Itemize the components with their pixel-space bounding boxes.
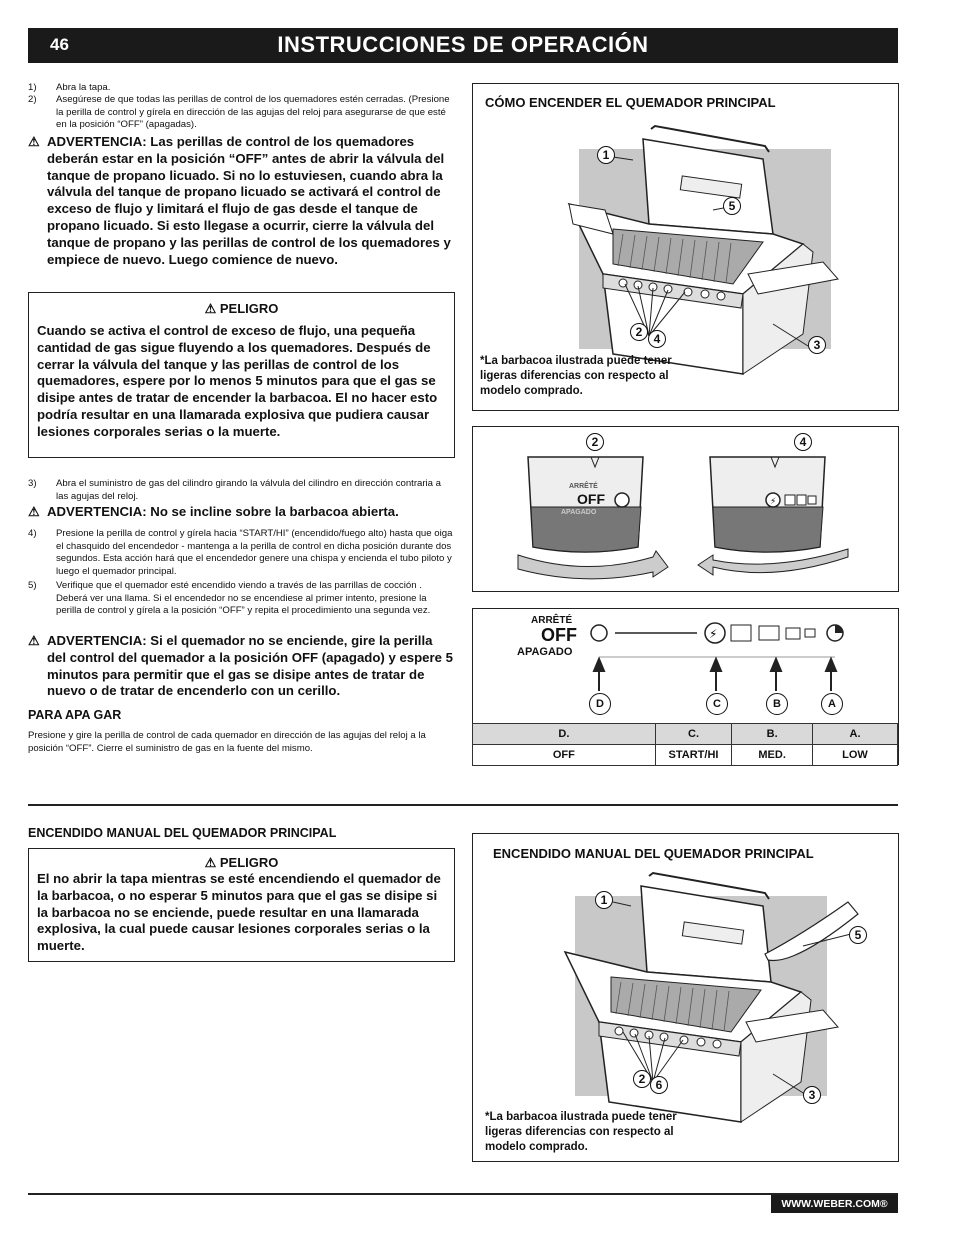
- knob-illustration: [473, 427, 898, 591]
- step-3: 3) Abra el suministro de gas del cilindro girando la válvula del cilindro en dirección contraria a las agujas del reloj.: [28, 478, 442, 502]
- callout-2: 2: [630, 323, 648, 341]
- figure-caption: ENCENDIDO MANUAL DEL QUEMADOR PRINCIPAL: [493, 846, 814, 861]
- warning-triangle-icon: ⚠: [28, 504, 40, 519]
- danger-box-2: [28, 848, 455, 962]
- warning-excess-flow: ⚠ ADVERTENCIA: Las perillas de control de los quemadores deberán estar en la posición “OFF” antes de abrir la válvula del tanque de propano licuado. Si no lo estuviesen, cuando abra la válvula del tanque de propano licuado se activará el control de exceso de flujo y limitará el flujo de gas desde el tanque de propano licuado. Si esto llegase a ocurrir, cierre la válvula del tanque de propano y las perillas de control de los quemadores y empiece de nuevo. Luego comience de nuevo.: [28, 134, 451, 267]
- danger-box-1: [28, 292, 455, 458]
- callout-3: 3: [803, 1086, 821, 1104]
- callout-4: 4: [648, 330, 666, 348]
- letter-a: A: [821, 693, 843, 715]
- section-heading-manual-lighting: ENCENDIDO MANUAL DEL QUEMADOR PRINCIPAL: [28, 826, 337, 840]
- figure-note: *La barbacoa ilustrada puede tener ligeras diferencias con respecto al modelo comprado.: [480, 355, 672, 397]
- figure-knob-turn: [472, 426, 899, 592]
- knob-label-arrete: ARRÊTÉ: [569, 483, 598, 490]
- page-header: [28, 28, 898, 63]
- footer-website: WWW.WEBER.COM®: [771, 1195, 898, 1213]
- flame-icon: ⚡: [770, 497, 777, 507]
- step-2: 2) Asegúrese de que todas las perillas de control de los quemadores estén cerradas. (Presione la perilla de control y gírela en dirección de las agujas del reloj para asegurarse de que esté en la posición “OFF” (apagadas).: [28, 94, 450, 131]
- danger-text: El no abrir la tapa mientras se esté encendiendo el quemador de la barbacoa, o no esperar 5 minutos para que el gas se disipe si la barbacoa no se enciende, puede resultar en una llamarada explosiva, la cual puede causar lesiones corporales serias o la muerte.: [37, 871, 441, 954]
- callout-6: 6: [650, 1076, 668, 1094]
- figure-caption: CÓMO ENCENDER EL QUEMADOR PRINCIPAL: [485, 95, 776, 110]
- label-apagado: APAGADO: [517, 646, 573, 658]
- warning-triangle-icon: ⚠: [28, 134, 40, 149]
- legend-header-b: B.: [732, 724, 813, 745]
- callout-4: 4: [794, 433, 812, 451]
- figure-note: *La barbacoa ilustrada puede tener ligeras diferencias con respecto al modelo comprado.: [485, 1111, 677, 1153]
- position-legend-table: [472, 723, 898, 766]
- label-off: OFF: [541, 625, 577, 645]
- step-4: 4) Presione la perilla de control y gírela hacia “START/HI” (encendido/fuego alto) hasta que oiga el chasquido del encendedor - mantenga a la perilla de control en dicha posición durante dos segundos. Esta acción hará que el encendedor genere una chispa y encienda el tubo piloto y luego el quemador principal.: [28, 528, 453, 577]
- callout-2: 2: [586, 433, 604, 451]
- legend-value-start-hi: START/HI: [655, 745, 732, 766]
- step-1: 1) Abra la tapa.: [28, 82, 111, 93]
- para-apagar-heading: PARA APA GAR: [28, 708, 122, 722]
- figure-manual-lighting: [472, 833, 899, 1162]
- letter-d: D: [589, 693, 611, 715]
- legend-value-med: MED.: [732, 745, 813, 766]
- para-apagar-text: Presione y gire la perilla de control de cada quemador en dirección de las agujas del reloj a la posición “OFF”. Cierre el suministro de gas en la fuente del mismo.: [28, 730, 426, 754]
- warning-triangle-icon: ⚠: [28, 633, 40, 648]
- danger-heading: ⚠ PELIGRO: [204, 301, 279, 316]
- footer-rule: [28, 1193, 898, 1195]
- danger-heading: ⚠ PELIGRO: [204, 855, 279, 870]
- legend-header-a: A.: [813, 724, 898, 745]
- callout-5: 5: [849, 926, 867, 944]
- knob-label-off: OFF: [577, 491, 605, 507]
- step-5: 5) Verifique que el quemador esté encendido viendo a través de las parrillas de cocción . Deberá ver una llama. Si el encendedor no se encendiese al primer intento, presione la perilla de control y gírela a la posición “OFF” y repita el procedimiento una segunda vez.: [28, 580, 431, 617]
- warning-lean: ⚠ ADVERTENCIA: No se incline sobre la barbacoa abierta.: [28, 504, 399, 519]
- label-arrete: ARRÊTÉ: [531, 615, 573, 626]
- callout-5: 5: [723, 197, 741, 215]
- section-divider: [28, 804, 898, 806]
- page-title: INSTRUCCIONES DE OPERACIÓN: [277, 32, 649, 57]
- knob-label-apagado: APAGADO: [561, 509, 597, 516]
- flame-icon: ⚡: [709, 627, 718, 641]
- letter-b: B: [766, 693, 788, 715]
- callout-1: 1: [595, 891, 613, 909]
- figure-how-to-light: [472, 83, 899, 411]
- callout-1: 1: [597, 146, 615, 164]
- warning-no-ignite: ⚠ ADVERTENCIA: Si el quemador no se enciende, gire la perilla del control del quemador a la posición OFF (apagado) y espere 5 minutos para permitir que el gas se disipe antes de tratar de nuevo o de tratar de encenderlo con un cerillo.: [28, 633, 453, 699]
- warning-triangle-icon: ⚠: [204, 301, 217, 316]
- legend-header-c: C.: [655, 724, 732, 745]
- warning-triangle-icon: ⚠: [204, 855, 217, 870]
- callout-3: 3: [808, 336, 826, 354]
- legend-header-d: D.: [473, 724, 656, 745]
- danger-text: Cuando se activa el control de exceso de flujo, una pequeña cantidad de gas sigue fluyendo a los quemadores. Después de cerrar la válvula del tanque y las perillas de control de los quemadores, espere por lo menos 5 minutos para que el gas se disipe antes de tratar de encender la barbacoa. El no hacer esto podría resultar en una llamarada explosiva que pudiera causar lesiones corporales serias o la muerte.: [37, 323, 438, 439]
- page-number: 46: [50, 35, 69, 54]
- callout-2: 2: [633, 1070, 651, 1088]
- legend-value-low: LOW: [813, 745, 898, 766]
- legend-value-off: OFF: [473, 745, 656, 766]
- letter-c: C: [706, 693, 728, 715]
